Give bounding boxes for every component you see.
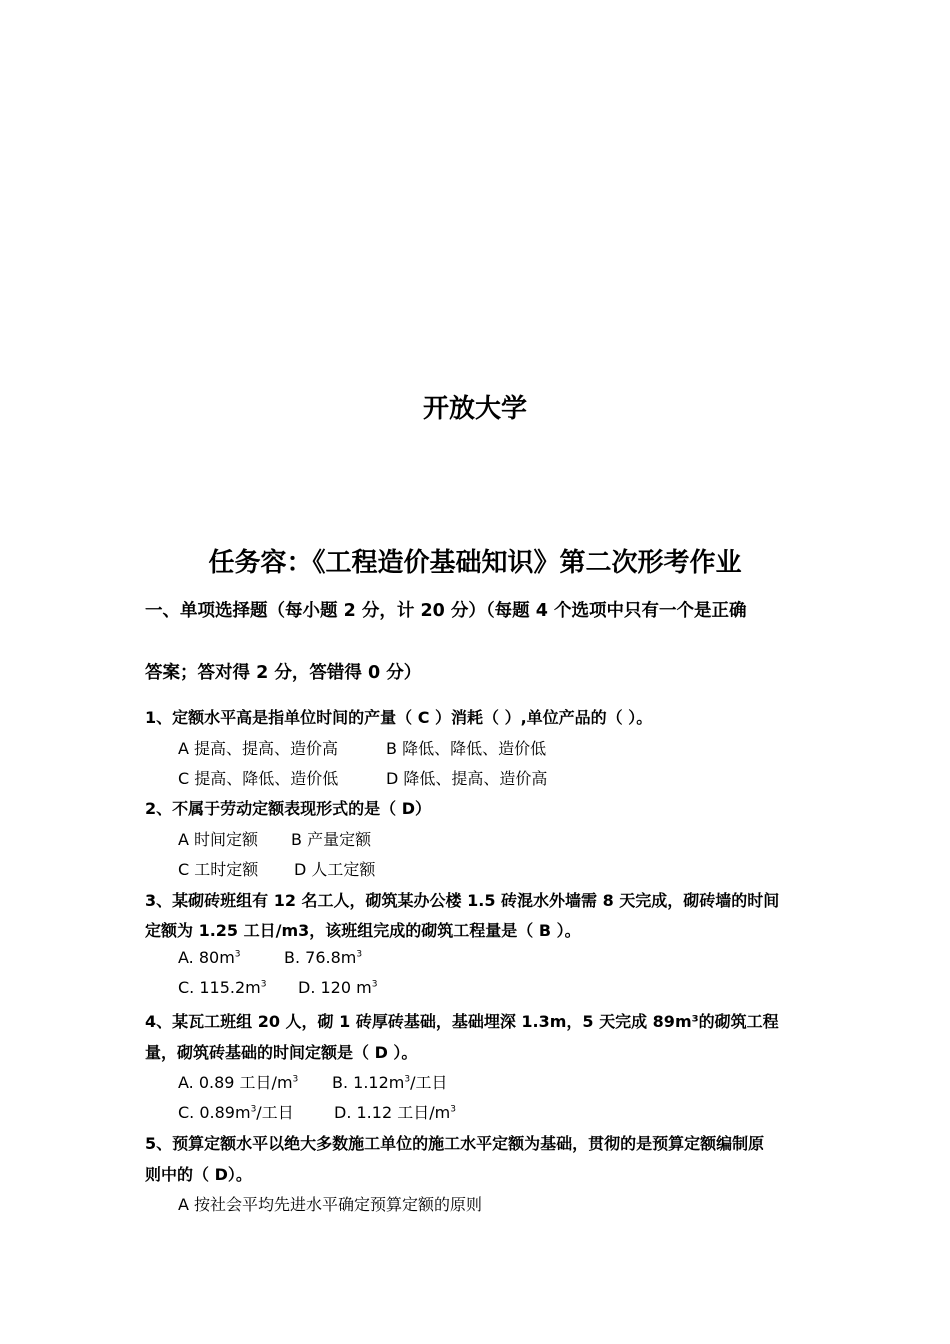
option-a: A. $80m^3$ (178, 948, 241, 967)
option-a: A 提高、提高、造价高 (178, 739, 339, 758)
question-2: 2、不属于劳动定额表现形式的是（ D） (145, 799, 431, 818)
section-heading-line-1: 一、单项选择题（每小题 2 分，计 20 分）（每题 4 个选项中只有一个是正确 (145, 601, 747, 621)
option-b: B 产量定额 (291, 830, 372, 849)
option-b: B. $1.12m^3/$工日 (332, 1073, 448, 1092)
question-4-line-1: 4、某瓦工班组 20 人，砌 1 砖厚砖基础，基础埋深 1.3m，5 天完成 89m³的砌筑工程 (145, 1012, 779, 1031)
option-c: C 工时定额 (178, 860, 259, 879)
option-b: B 降低、降低、造价低 (386, 739, 547, 758)
option-a: A. 0.89 工日$/m^3$ (178, 1073, 299, 1092)
option-d: D. 1.12 工日$/m^3$ (334, 1103, 456, 1122)
question-5-line-2: 则中的（ D）。 (145, 1165, 252, 1184)
option-c: C. $115.2m^3$ (178, 978, 267, 997)
section-heading-line-2: 答案；答对得 2 分，答错得 0 分） (145, 663, 422, 683)
option-b: B. $76.8m^3$ (284, 948, 363, 967)
question-1-options-row-1 (178, 736, 546, 759)
question-4-line-2: 量，砌筑砖基础的时间定额是（ D ）。 (145, 1043, 418, 1062)
question-3-options-row-2 (178, 978, 377, 997)
question-2-options-row-2 (178, 857, 375, 880)
university-title: 开放大学 (422, 394, 527, 424)
question-5-option-a: A 按社会平均先进水平确定预算定额的原则 (178, 1195, 483, 1214)
option-a: A 时间定额 (178, 830, 259, 849)
option-c: C 提高、降低、造价低 (178, 769, 339, 788)
question-1: 1、定额水平高是指单位时间的产量（ C ）消耗（ ）,单位产品的（ ）。 (145, 708, 653, 727)
option-c: C. $0.89m^3/$工日 (178, 1103, 294, 1122)
question-3-line-1: 3、某砌砖班组有 12 名工人，砌筑某办公楼 1.5 砖混水外墙需 8 天完成，砌砖墙的时间 (145, 891, 780, 910)
option-d: D. 120 $m^3$ (298, 978, 378, 997)
question-4-options-row-2 (178, 1100, 456, 1123)
question-2-options-row-1 (178, 827, 371, 850)
question-3-line-2: 定额为 1.25 工日/m3，该班组完成的砌筑工程量是（ B ）。 (145, 921, 581, 940)
question-5-line-1: 5、预算定额水平以绝大多数施工单位的施工水平定额为基础，贯彻的是预算定额编制原 (145, 1134, 765, 1153)
question-3-options-row-1 (178, 948, 362, 967)
option-d: D 人工定额 (294, 860, 376, 879)
question-4-options-row-1 (178, 1070, 448, 1093)
question-1-options-row-2 (178, 766, 547, 789)
option-d: D 降低、提高、造价高 (386, 769, 548, 788)
assignment-title: 任务容：《工程造价基础知识》第二次形考作业 (208, 548, 742, 578)
